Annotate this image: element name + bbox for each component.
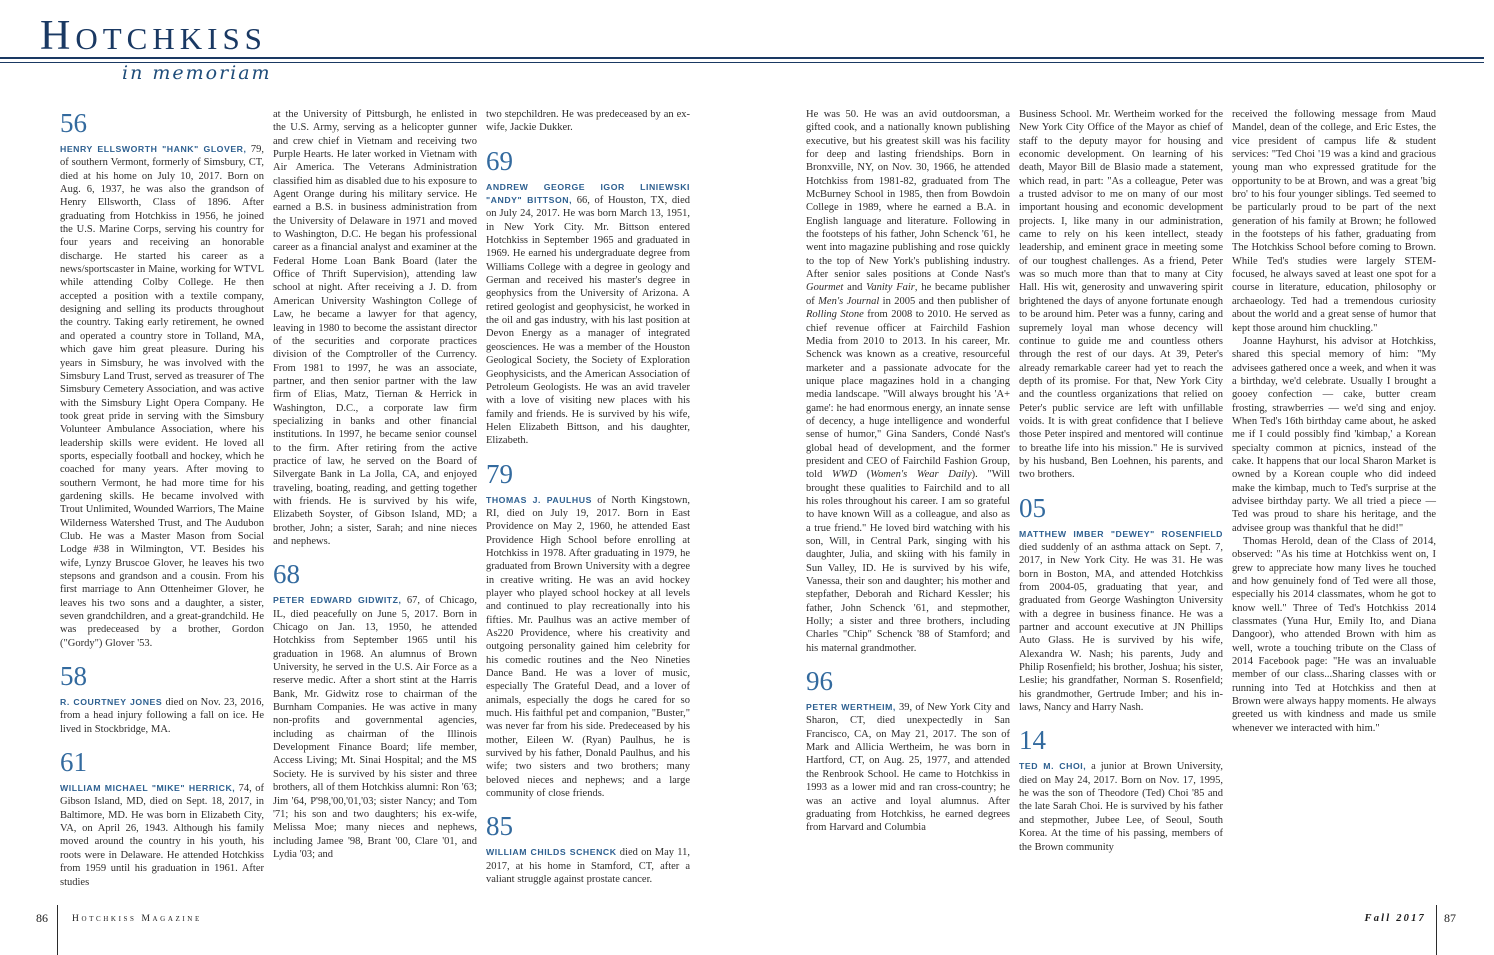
deceased-name: R. COURTNEY JONES xyxy=(60,697,163,708)
body-text: , he became publisher of xyxy=(806,282,1010,307)
body-text: Business School. Mr. Wertheim worked for the New York City Office of the Mayor as chief of staff to the deputy mayor for housing and economic development. On learning of his death, Mayor Bill de Blasio made a statement, which read, in part: "As a colleague, Peter was a trusted advisor to me on many of our most important housing and economic development projects. I, like many in our administration, came to rely on his keen intellect, steady leadership, and eminent grace in meeting some of our toughest challenges. As a friend, Peter was so much more than that to many at City Hall. His wit, generosity and unwavering spirit brightened the days of anyone fortunate enough to be around him. Peter was a funny, caring and supremely loyal man whose decency will continue to guide me and countless others through the rest of our days. At 39, Peter's already remarkable career had yet to reach the depth of its promise. For that, New York City and the countless organizations that relied on Peter's public service are left with unfillable voids. It is with great confidence that I believe those Peter inspired and mentored will continue to breathe life into his mission." He is survived by his husband, Ben Loehnen, his parents, and two brothers. xyxy=(1019,109,1223,481)
body-text: a junior at Brown University, died on May 24, 2017. Born on Nov. 17, 1995, he was the son of Theodore (Ted) Choi '85 and the late Sarah Choi. He is survived by his father and stepmother, Jubee Lee, of Seoul, South Korea. At the time of his passing, members of the Brown community xyxy=(1019,761,1223,853)
magazine-title xyxy=(40,14,267,61)
page-86-column-1 xyxy=(60,108,264,908)
footer-divider-right xyxy=(1436,905,1437,955)
body-text: 79, of southern Vermont, formerly of Simsbury, CT, died at his home on July 10, 2017. Born on Aug. 6, 1937, he was also the grandson of Henry Ellsworth, Class of 1896. After graduating from Hotchkiss in 1956, he joined the U.S. Marine Corps, serving his country for four years and receiving an honorable discharge. He started his career as a news/sportscaster in Maine, working for WTVL while attending Colby College. He then accepted a position with a textile company, designing and selling its products throughout the country. Taking early retirement, he owned and operated a country store in Tolland, MA, which gave him great pleasure. During his years in Simsbury, he was involved with the Simsbury Land Trust, served as treasurer of The Simsbury Cemetery Association, and was active with the Simsbury Light Opera Company. He took great pride in serving with the Simsbury Volunteer Ambulance Association, where his leadership skills were evident. He loved all sports, especially football and hockey, which he coached for many years. After moving to southern Vermont, he had more time for his gardening skills. He became involved with Trout Unlimited, Wounded Warriors, The Maine Wilderness Watershed Trust, and The Audubon Club. He was a Master Mason from Social Lodge #38 in Wilmington, VT. Besides his wife, Lynzy Bruscoe Glover, he leaves his two stepsons and grandson and a cousin. From his first marriage to Ann Ottenheimer Glover, he leaves his two sons and a daughter, a sister, seven grandchildren, and a great-grandchild. He was predeceased by a brother, Gordon ("Gordy") Glover '53. xyxy=(60,144,265,649)
class-year-61: 61 xyxy=(60,747,87,778)
page-87-column-2 xyxy=(1019,108,1223,908)
obituary-entry xyxy=(486,846,690,886)
class-year-68: 68 xyxy=(273,559,300,590)
class-year-85: 85 xyxy=(486,811,513,842)
page-87 xyxy=(806,108,1438,908)
body-text: two stepchildren. He was predeceased by an ex-wife, Jackie Dukker. xyxy=(486,109,690,134)
obituary-entry xyxy=(486,494,690,801)
obituary-entry xyxy=(1019,760,1223,853)
footer-issue-label: Fall 2017 xyxy=(1364,913,1426,924)
body-text: died on Nov. 23, 2016, from a head injury following a fall on ice. He lived in Stockbridge, MA. xyxy=(60,697,265,735)
publication-title: Rolling Stone xyxy=(806,309,864,321)
body-text: Joanne Hayhurst, his advisor at Hotchkiss, shared this special memory of him: "My advisees gathered once a week, and when it was a birthday, we'd celebrate. Usually I brought a gooey confection — cake, butter cream frosting, strawberries — we'd sing and enjoy. When Ted's 16th birthday came about, he asked me if I could possibly find 'kimbap,' a Korean specialty common at picnics, instead of the cake. It happens that our local Sharon Market is owned by a Korean couple who did indeed make the kimbap, much to Ted's surprise at the advisee birthday party. We all tried a piece — Ted was proud to share his heritage, and the advisee group was thankful that he did!" xyxy=(1232,335,1436,534)
body-text: in 2005 and then publisher of xyxy=(879,295,1010,307)
deceased-name: WILLIAM MICHAEL "MIKE" HERRICK, xyxy=(60,783,236,794)
page-number-left: 86 xyxy=(36,911,48,925)
deceased-name: PETER EDWARD GIDWITZ, xyxy=(273,595,402,606)
obituary-paragraph xyxy=(806,108,1010,655)
body-text: He was 50. He was an avid outdoorsman, a gifted cook, and a nationally known publishing executive, but his greatest skill was his facility for deep and lasting friendships. Born in Bronxville, NY, on Nov. 30, 1966, he attended Hotchkiss from 1981-82, graduated from The McBurney School in 1985, then from Bowdoin College in 1989, where he earned a B.A. in English language and literature. Following in the footsteps of his father, John Schenck '61, he went into magazine publishing and rose quickly to the top of New York's publishing industry. After senior sales positions at Conde Nast's xyxy=(806,109,1010,281)
publication-title: Men's Journal xyxy=(818,295,880,307)
masthead xyxy=(0,0,1494,100)
obituary-paragraph xyxy=(273,108,477,548)
class-year-14: 14 xyxy=(1019,725,1046,756)
publication-title: WWD xyxy=(832,469,858,481)
body-text: died on May 11, 2017, at his home in Stamford, CT, after a valiant struggle against prostate cancer. xyxy=(486,847,690,886)
class-year-58: 58 xyxy=(60,661,87,692)
body-text: received the following message from Maud Mandel, dean of the college, and Eric Estes, the vice president of campus life & student services: "Ted Choi '19 was a kind and gracious young man who expressed gratitude for the opportunity to be at Brown, and was a great 'big bro' to his four younger siblings. Ted seemed to be particularly proud to be part of the next generation of his family at Brown; he followed in the footsteps of his father, graduating from The Hotchkiss School before coming to Brown. While Ted's studies were largely STEM-focused, he always saved at least one spot for a course in literature, education, philosophy or archaeology. Ted had a tremendous curiosity about the world and a great sense of humor that kept those around him chuckling." xyxy=(1232,109,1436,334)
body-text: 39, of New York City and Sharon, CT, died unexpectedly in San Francisco, CA, on May 21, 2017. The son of Mark and Allicia Wertheim, he was born in Hartford, CT, on Aug. 25, 1977, and attended the Renbrook School. He came to Hotchkiss in 1993 as a lower mid and ran cross-country; he was an active and loyal alumnus. After graduating from Hotchkiss, he earned degrees from Harvard and Columbia xyxy=(806,702,1010,834)
publication-title: Gourmet xyxy=(806,282,844,294)
magazine-title-initial: H xyxy=(40,13,76,59)
class-year-69: 69 xyxy=(486,145,513,176)
obituary-entry xyxy=(60,143,264,650)
footer-magazine-label: Hotchkiss Magazine xyxy=(72,914,202,924)
obituary-paragraph xyxy=(1232,535,1436,735)
magazine-title-rest: OTCHKISS xyxy=(75,21,267,56)
body-text: 66, of Houston, TX, died on July 24, 2017. He was born March 13, 1951, in New York City. Mr. Bittson entered Hotchkiss in September 1965 and graduated in 1969. He earned his undergraduate degree from Williams College with a degree in geology and German and received his master's degree in geophysics from the University of Arizona. A retired geologist and geophysicist, he worked in the oil and gas industry, with his last position at Devon Energy as a manager of integrated geosciences. He was a member of the Houston Geological Society, the Society of Exploration Geophysicists, and the American Association of Petroleum Geologists. He was an avid traveler with a love of visiting new places with his family and friends. He is survived by his wife, Helen Elizabeth Bittson, and his daughter, Elizabeth. xyxy=(486,195,690,447)
obituary-entry xyxy=(806,701,1010,834)
deceased-name: MATTHEW IMBER "DEWEY" ROSENFIELD xyxy=(1019,528,1223,539)
deceased-name: HENRY ELLSWORTH "HANK" GLOVER, xyxy=(60,144,247,154)
class-year-05: 05 xyxy=(1019,492,1046,523)
obituary-entry xyxy=(60,782,264,889)
page-87-column-3 xyxy=(1232,108,1436,908)
obituary-paragraph xyxy=(486,108,690,135)
deceased-name: WILLIAM CHILDS SCHENCK xyxy=(486,847,617,858)
body-text: 67, of Chicago, IL, died peacefully on June 5, 2017. Born in Chicago on Jan. 13, 1950, he attended Hotchkiss from September 1965 until his graduation in 1968. An alumnus of Brown University, he served in the U.S. Air Force as a reserve medic. After a short stint at the Harris Bank, Mr. Gidwitz rose to chairman of the Burnham Companies. He was active in many non-profits and governmental agencies, including as chairman of the Illinois Development Finance Board; life member, Access Living; Mt. Sinai Hospital; and the MS Society. He is survived by his sister and three brothers, all of them Hotchkiss alumni: Ron '63; Jim '64, P'98,'00,'01,'03; sister Nancy; and Tom '71; his son and two daughters; his ex-wife, Melissa Moe; many nieces and nephews, including Jamee '98, Brant '00, Clare '01, and Lydia '03; and xyxy=(273,595,478,860)
page-86-column-2 xyxy=(273,108,477,908)
publication-title: Vanity Fair xyxy=(866,282,915,294)
class-year-56: 56 xyxy=(60,108,87,138)
deceased-name: THOMAS J. PAULHUS xyxy=(486,494,592,505)
obituary-entry xyxy=(273,594,477,861)
body-text: of North Kingstown, RI, died on July 19, 2017. Born in East Providence on May 2, 1960, he attended East Providence High School before enrolling at Hotchkiss in 1978. After graduating in 1979, he graduated from Brown University with a degree in creative writing. He was an avid hockey player who played school hockey at all levels and continued to play recreationally into his fifties. Mr. Paulhus was an active member of As220 Providence, where his creativity and outgoing personality gained him celebrity for his comedic routines and the Neo Nineties Dance Band. He was a lover of music, especially The Grateful Dead, and a lover of animals, especially the dogs he cared for so much. His faithful pet and companion, "Buster," was never far from his side. Predeceased by his mother, Eileen W. (Ryan) Paulhus, he is survived by his father, Donald Paulhus, and his wife; two sisters and two brothers; many beloved nieces and nephews; and a large community of close friends. xyxy=(486,494,691,800)
page-87-column-1 xyxy=(806,108,1010,908)
page-86-column-3 xyxy=(486,108,690,908)
obituary-entry xyxy=(1019,528,1223,715)
body-text: ). "Will brought these qualities to Fairchild and to all his roles throughout his career. I am so grateful to have known Will as a colleague, and also as a true friend." He loved bird watching with his son, Will, in Central Park, singing with his daughter, Julia, and skiing with his family in Sun Valley, ID. He is survived by his wife, Vanessa, their son and daughter; his mother and stepfather, Deborah and Richard Kessler; his father, John Schenck '61, and stepmother, Holly; a sister and three brothers, including Charles "Chip" Schenck '88 of Stamford; and his maternal grandmother. xyxy=(806,469,1010,654)
deceased-name: TED M. CHOI, xyxy=(1019,761,1087,772)
deceased-name: PETER WERTHEIM, xyxy=(806,702,896,713)
page-number-right: 87 xyxy=(1444,911,1456,925)
body-text: Thomas Herold, dean of the Class of 2014, observed: "As his time at Hotchkiss went on, I grew to appreciate how many lives he touched and how genuinely fond of Ted were all those, especially his 2014 classmates, whom he got to know well." Three of Ted's Hotchkiss 2014 classmates (Yuna Hur, Emily Ito, and Diana Dangoor), who attended Brown with him as well, wrote a touching tribute on the Class of 2014 Facebook page: "He was an invaluable member of our class...Sharing classes with or running into Ted at Hotchkiss and then at Brown were always happy moments. He always greeted us with kindness and made us smile whenever we interacted with him." xyxy=(1232,536,1436,734)
obituary-entry xyxy=(60,696,264,736)
page-86 xyxy=(60,108,692,908)
class-year-96: 96 xyxy=(806,666,833,697)
body-text: died suddenly of an asthma attack on Sept. 7, 2017, in New York City. He was 31. He was born in Boston, MA, and attended Hotchkiss from 2004-05, graduating that year, and graduated from George Washington University with a degree in business finance. He was a partner and account executive at JN Phillips Auto Glass. He is survived by his wife, Alexandra W. Nash; his parents, Judy and Philip Rosenfield; his brother, Joshua; his sister, Leslie; his grandfather, Norman S. Rosenfield; his grandmother, Gertrude Imber; and his in-laws, Nancy and Harry Nash. xyxy=(1019,541,1223,714)
publication-title: Women's Wear Daily xyxy=(870,469,972,481)
deceased-name: ANDREW GEORGE IGOR LINIEWSKI "ANDY" BITTSON, xyxy=(486,181,690,206)
obituary-paragraph xyxy=(1232,108,1436,335)
body-text: 74, of Gibson Island, MD, died on Sept. 18, 2017, in Baltimore, MD. He was born in Elizabeth City, VA, on April 26, 1943. Although his family moved around the country in his youth, his roots were in Delaware. He attended Hotchkiss from 1959 until his graduation in 1961. After studies xyxy=(60,783,264,888)
body-text: ( xyxy=(857,469,871,481)
obituary-paragraph xyxy=(1232,335,1436,535)
obituary-paragraph xyxy=(1019,108,1223,482)
footer-divider-left xyxy=(57,905,58,955)
body-text: at the University of Pittsburgh, he enlisted in the U.S. Army, serving as a helicopter gunner and crew chief in Vietnam and receiving two Purple Hearts. He later worked in Vietnam with Air America. The Veterans Administration classified him as disabled due to his exposure to Agent Orange during his military service. He earned a B.S. in business administration from the University of Delaware in 1971 and moved to Washington, D.C. He began his professional career as a financial analyst and examiner at the Federal Home Loan Bank Board (later the Office of Thrift Supervision), attending law school at night. After receiving a J. D. from American University Washington College of Law, he became a lawyer for that agency, leaving in 1980 to become the assistant director of the securities and corporate practices division of the Comptroller of the Currency. From 1981 to 1997, he was an associate, partner, and then senior partner with the law firm of Elias, Matz, Tiernan & Herrick in Washington, D.C., a corporate law firm specializing in banks and other financial institutions. In 1997, he became senior counsel to the firm. After retiring from the active practice of law, he served on the Board of Silvergate Bank in La Jolla, CA, and enjoyed traveling, boating, reading, and getting together with friends. He is survived by his wife, Elizabeth Soyster, of Gibson Island, MD; a brother, John; a sister, Sarah; and nine nieces and nephews. xyxy=(273,109,477,547)
body-text: and xyxy=(843,282,867,294)
class-year-79: 79 xyxy=(486,458,513,489)
section-title: in memoriam xyxy=(122,62,272,84)
obituary-entry xyxy=(486,181,690,448)
body-text: from 2008 to 2010. He served as chief revenue officer at Fairchild Fashion Media from 2010 to 2013. In his career, Mr. Schenck was known as a creative, resourceful marketer and a passionate advocate for the unique place magazines hold in a changing media landscape. "Will always brought his 'A+ game': he had enormous energy, an innate sense of decency, a huge intelligence and wonderful sense of humor," Gina Sanders, Condé Nast's global head of development, and the former president and CEO of Fairchild Fashion Group, told xyxy=(806,309,1010,481)
